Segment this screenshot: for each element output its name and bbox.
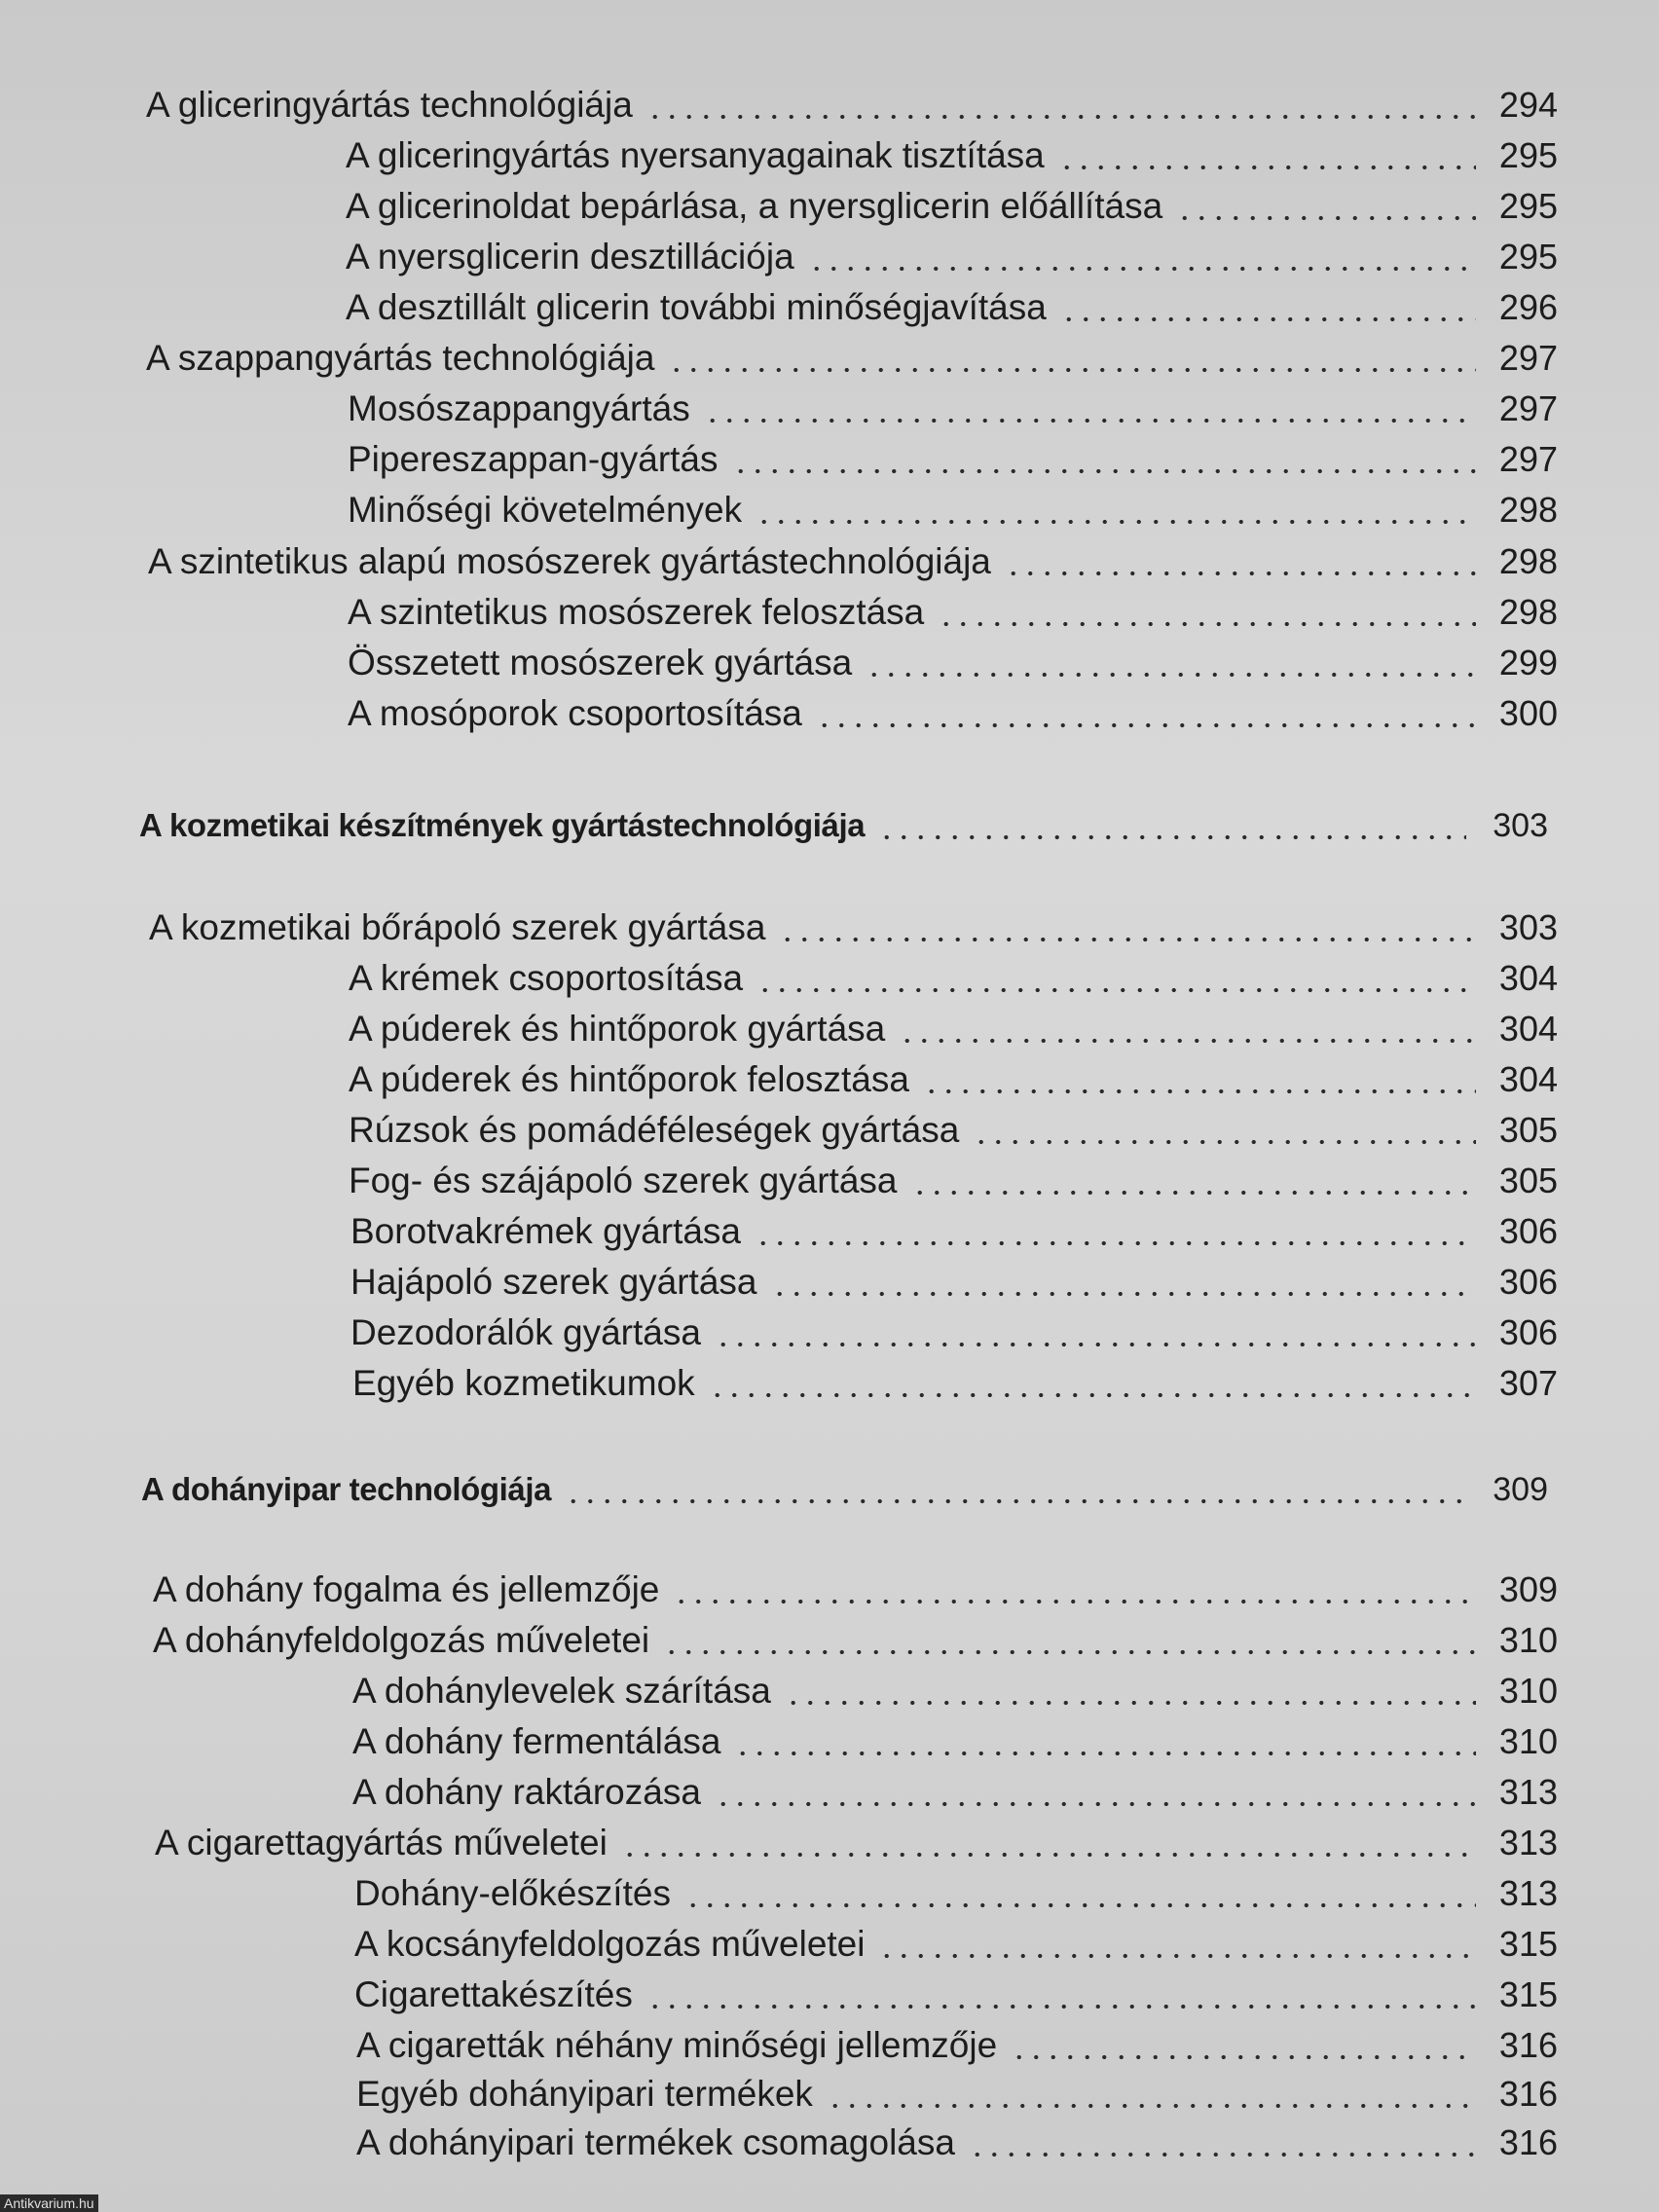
toc-page-number: 297 — [1498, 439, 1558, 479]
toc-leader-dots — [973, 1138, 1476, 1146]
toc-leader-dots — [646, 2003, 1476, 2010]
toc-entry — [149, 899, 1558, 949]
toc-title: A dohány fogalma és jellemzője — [153, 1569, 660, 1609]
toc-entry — [348, 634, 1558, 684]
toc-leader-dots — [816, 721, 1476, 729]
toc-page-number: 306 — [1498, 1312, 1558, 1352]
toc-leader-dots — [709, 1391, 1476, 1399]
toc-title: A szintetikus mosószerek felosztása — [348, 592, 925, 632]
toc-entry — [352, 1662, 1558, 1713]
toc-entry — [354, 1864, 1558, 1915]
toc-page-number: 297 — [1498, 388, 1558, 428]
toc-leader-dots — [923, 1088, 1476, 1095]
toc-entry — [348, 583, 1558, 634]
toc-entry — [346, 228, 1558, 278]
toc-page-number: 295 — [1498, 237, 1558, 276]
toc-entry — [346, 278, 1558, 329]
toc-title: A glicerinoldat bepárlása, a nyersglicerin előállítása — [346, 186, 1163, 226]
toc-title: Összetett mosószerek gyártása — [348, 643, 853, 682]
source-watermark: Antikvarium.hu — [0, 2194, 98, 2212]
toc-leader-dots — [808, 265, 1476, 273]
toc-leader-dots — [878, 1952, 1476, 1960]
toc-page-number: 297 — [1498, 338, 1558, 378]
toc-entry — [356, 2065, 1558, 2116]
toc-chapter-title: A dohányipar technológiája — [141, 1471, 552, 1507]
toc-page-number: 315 — [1498, 1974, 1558, 2014]
toc-entry — [349, 1000, 1558, 1051]
toc-entry — [352, 1713, 1558, 1763]
toc-entry — [348, 430, 1558, 481]
toc-chapter-entry — [139, 796, 1548, 847]
toc-page-number: 304 — [1498, 1059, 1558, 1099]
toc-page-number: 309 — [1493, 1471, 1548, 1508]
toc-title: A szappangyártás technológiája — [146, 338, 655, 378]
toc-title: Egyéb kozmetikumok — [352, 1363, 695, 1403]
toc-page-number: 313 — [1498, 1772, 1558, 1812]
toc-leader-dots — [732, 467, 1477, 475]
toc-entry — [349, 949, 1558, 1000]
toc-entry — [352, 1763, 1558, 1814]
toc-page-number: 295 — [1498, 186, 1558, 226]
toc-leader-dots — [866, 671, 1476, 679]
toc-entry — [349, 1051, 1558, 1101]
toc-entry — [354, 1915, 1558, 1966]
toc-leader-dots — [715, 1341, 1476, 1348]
toc-leader-dots — [755, 1239, 1476, 1247]
toc-page-number: 316 — [1498, 2122, 1558, 2162]
toc-leader-dots — [1011, 2053, 1476, 2061]
toc-entry — [146, 76, 1558, 127]
toc-page-number: 313 — [1498, 1873, 1558, 1913]
toc-title: A cigarettagyártás műveletei — [155, 1823, 608, 1862]
toc-title: Mosószappangyártás — [348, 388, 690, 428]
toc-entry — [356, 2016, 1558, 2067]
toc-title: Borotvakrémek gyártása — [350, 1211, 742, 1251]
toc-page-number: 296 — [1498, 287, 1558, 327]
toc-entry — [346, 177, 1558, 228]
toc-page-number: 304 — [1498, 1009, 1558, 1049]
toc-leader-dots — [785, 1699, 1476, 1707]
toc-title: A púderek és hintőporok gyártása — [349, 1009, 886, 1049]
toc-page-number: 303 — [1498, 907, 1558, 947]
toc-leader-dots — [969, 2151, 1476, 2158]
toc-page-number: 303 — [1493, 807, 1548, 844]
toc-page-number: 306 — [1498, 1262, 1558, 1302]
toc-page-number: 310 — [1498, 1671, 1558, 1711]
toc-title: Dezodorálók gyártása — [350, 1312, 701, 1352]
toc-entry — [146, 329, 1558, 380]
toc-entry — [349, 1101, 1558, 1152]
toc-title: A dohány fermentálása — [352, 1721, 721, 1761]
toc-page-number: 305 — [1498, 1110, 1558, 1150]
toc-page-number: 316 — [1498, 2025, 1558, 2065]
toc-title: A desztillált glicerin további minőségjavítása — [346, 287, 1047, 327]
toc-page-number: 307 — [1498, 1363, 1558, 1403]
toc-title: Dohány-előkészítés — [354, 1873, 671, 1913]
toc-leader-dots — [899, 1037, 1476, 1045]
toc-title: A kozmetikai bőrápoló szerek gyártása — [149, 907, 766, 947]
toc-leader-dots — [704, 417, 1476, 424]
toc-chapter-title: A kozmetikai készítmények gyártástechnológiája — [139, 807, 866, 843]
toc-entry — [348, 481, 1558, 532]
toc-title: A dohányfeldolgozás műveletei — [153, 1620, 650, 1660]
toc-title: A dohány raktározása — [352, 1772, 701, 1812]
toc-leader-dots — [565, 1497, 1466, 1505]
toc-title: A mosóporok csoportosítása — [348, 693, 802, 733]
toc-title: Pipereszappan-gyártás — [348, 439, 719, 479]
toc-entry — [350, 1304, 1558, 1354]
toc-title: Egyéb dohányipari termékek — [356, 2074, 813, 2114]
toc-page-number: 309 — [1498, 1569, 1558, 1609]
toc-leader-dots — [1060, 315, 1476, 323]
toc-page-number: 313 — [1498, 1823, 1558, 1862]
toc-leader-dots — [1058, 164, 1476, 171]
toc-title: A krémek csoportosítása — [349, 958, 744, 998]
toc-title: A nyersglicerin desztillációja — [346, 237, 794, 276]
toc-entry — [354, 1966, 1558, 2016]
toc-page-number: 305 — [1498, 1161, 1558, 1200]
toc-entry — [356, 2114, 1558, 2164]
toc-title: A szintetikus alapú mosószerek gyártástechnológiája — [148, 541, 991, 581]
toc-page-number: 300 — [1498, 693, 1558, 733]
toc-entry — [350, 1253, 1558, 1304]
toc-leader-dots — [673, 1598, 1476, 1605]
toc-entry — [350, 1202, 1558, 1253]
toc-leader-dots — [715, 1800, 1476, 1808]
toc-leader-dots — [756, 518, 1476, 526]
toc-title: Rúzsok és pomádéféleségek gyártása — [349, 1110, 960, 1150]
toc-leader-dots — [668, 366, 1476, 374]
toc-title: A kocsányfeldolgozás műveletei — [354, 1924, 866, 1964]
toc-leader-dots — [911, 1189, 1477, 1197]
toc-leader-dots — [756, 986, 1476, 994]
toc-title: A púderek és hintőporok felosztása — [349, 1059, 909, 1099]
toc-page-number: 299 — [1498, 643, 1558, 682]
toc-entry — [148, 533, 1558, 583]
toc-page-number: 298 — [1498, 490, 1558, 530]
toc-page-number: 298 — [1498, 592, 1558, 632]
toc-leader-dots — [646, 113, 1476, 121]
toc-leader-dots — [779, 936, 1476, 943]
toc-title: Hajápoló szerek gyártása — [350, 1262, 757, 1302]
toc-title: Cigarettakészítés — [354, 1974, 633, 2014]
toc-chapter-entry — [141, 1460, 1548, 1511]
toc-title: A dohányipari termékek csomagolása — [356, 2122, 955, 2162]
toc-leader-dots — [827, 2102, 1476, 2110]
toc-leader-dots — [684, 1901, 1476, 1909]
toc-leader-dots — [663, 1648, 1476, 1656]
toc-page-number: 304 — [1498, 958, 1558, 998]
toc-entry — [352, 1354, 1558, 1405]
toc-entry — [348, 684, 1558, 735]
toc-title: A cigaretták néhány minőségi jellemzője — [356, 2025, 998, 2065]
toc-leader-dots — [771, 1290, 1477, 1298]
toc-page-number: 316 — [1498, 2074, 1558, 2114]
toc-title: Minőségi követelmények — [348, 490, 743, 530]
toc-entry — [349, 1152, 1558, 1202]
toc-entry — [155, 1814, 1558, 1864]
toc-page-number: 298 — [1498, 541, 1558, 581]
toc-entry — [348, 380, 1558, 430]
toc-leader-dots — [938, 620, 1476, 628]
toc-title: A gliceringyártás technológiája — [146, 85, 633, 125]
toc-page-number: 294 — [1498, 85, 1558, 125]
toc-title: A gliceringyártás nyersanyagainak tisztítása — [346, 135, 1045, 175]
toc-page-number: 310 — [1498, 1620, 1558, 1660]
toc-title: Fog- és szájápoló szerek gyártása — [349, 1161, 898, 1200]
toc-leader-dots — [878, 833, 1466, 841]
toc-entry — [346, 127, 1558, 177]
toc-entry — [153, 1611, 1558, 1662]
toc-leader-dots — [621, 1851, 1476, 1859]
toc-leader-dots — [734, 1750, 1476, 1757]
toc-leader-dots — [1176, 214, 1476, 222]
toc-entry — [153, 1561, 1558, 1611]
toc-page-number: 310 — [1498, 1721, 1558, 1761]
toc-page-number: 315 — [1498, 1924, 1558, 1964]
toc-title: A dohánylevelek szárítása — [352, 1671, 771, 1711]
toc-page-number: 295 — [1498, 135, 1558, 175]
toc-leader-dots — [1005, 570, 1476, 577]
toc-page-number: 306 — [1498, 1211, 1558, 1251]
